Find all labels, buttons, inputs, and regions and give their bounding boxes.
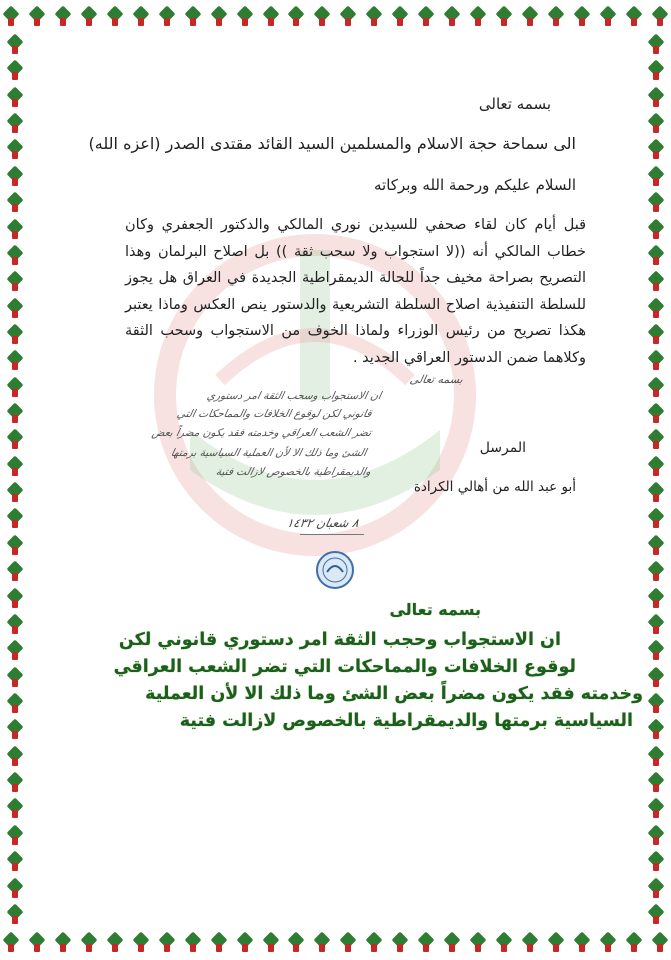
border-ornament-icon [0, 932, 22, 954]
handwritten-date: ٨ شعبان ١٤٣٢ [285, 516, 361, 530]
border-ornament-icon [545, 6, 567, 28]
border-ornament-icon [4, 719, 26, 741]
border-ornament-icon [649, 932, 671, 954]
border-ornament-icon [4, 377, 26, 399]
border-ornament-icon [493, 932, 515, 954]
border-ornament-icon [645, 377, 667, 399]
border-ornament-icon [156, 932, 178, 954]
border-ornament-icon [363, 932, 385, 954]
border-ornament-icon [645, 298, 667, 320]
border-ornament-icon [4, 825, 26, 847]
border-ornament-icon [285, 932, 307, 954]
border-ornament-icon [4, 508, 26, 530]
border-ornament-icon [645, 403, 667, 425]
border-ornament-icon [4, 298, 26, 320]
border-ornament-icon [645, 456, 667, 478]
border-ornament-icon [441, 6, 463, 28]
border-ornament-icon [467, 6, 489, 28]
border-ornament-icon [52, 6, 74, 28]
border-ornament-icon [645, 60, 667, 82]
reply-line: لوقوع الخلافات والمماحكات التي تضر الشعب العراقي [113, 657, 576, 677]
border-ornament-icon [645, 219, 667, 241]
border-ornament-icon [645, 904, 667, 926]
handwritten-line: الشئ وما ذلك الا لأن العملية السياسية برمتها [169, 447, 368, 459]
border-ornament-icon [645, 667, 667, 689]
letter-greeting: السلام عليكم ورحمة الله وبركاته [374, 176, 576, 194]
handwritten-line: بسمه تعالى [408, 373, 465, 386]
border-ornament-icon [4, 192, 26, 214]
border-ornament-icon [156, 6, 178, 28]
border-ornament-icon [623, 6, 645, 28]
border-ornament-icon [363, 6, 385, 28]
border-ornament-icon [645, 719, 667, 741]
border-ornament-icon [4, 139, 26, 161]
border-ornament-icon [645, 245, 667, 267]
border-ornament-icon [285, 6, 307, 28]
ornamental-border-right [641, 34, 671, 926]
border-ornament-icon [4, 429, 26, 451]
border-ornament-icon [4, 588, 26, 610]
sender-label: المرسل [479, 440, 526, 456]
border-ornament-icon [645, 746, 667, 768]
border-ornament-icon [4, 798, 26, 820]
border-ornament-icon [234, 6, 256, 28]
border-ornament-icon [645, 535, 667, 557]
border-ornament-icon [649, 6, 671, 28]
border-ornament-icon [130, 6, 152, 28]
border-ornament-icon [234, 932, 256, 954]
border-ornament-icon [4, 772, 26, 794]
border-ornament-icon [4, 614, 26, 636]
border-ornament-icon [208, 6, 230, 28]
border-ornament-icon [0, 6, 22, 28]
border-ornament-icon [4, 904, 26, 926]
handwritten-line: تضر الشعب العراقي وخدمته فقد يكون مضراً بعض [150, 427, 373, 439]
border-ornament-icon [4, 87, 26, 109]
reply-line: وخدمته فقد يكون مضراً بعض الشئ وما ذلك الا لأن العملية [145, 684, 643, 704]
letter-body: قبل أيام كان لقاء صحفي للسيدين نوري المالكي والدكتور الجعفري وكان خطاب المالكي أنه ((لا استجواب ولا سحب ثقة )) بل اصلاح البرلمان وهذا التصريح بصراحة مخيف جداً للحالة الديمقراطية الجديدة في العراق هل يجوز للسلطة التنفيذية اصلاح السلطة التشريعية والدستور ينص العكس وماذا يعتبر هكذا تصريح من رئيس الوزراء ولماذا الخوف من الاستجواب وسحب الثقة وكلاهما ضمن الدستور العراقي الجديد . [125, 217, 586, 366]
border-ornament-icon [208, 932, 230, 954]
handwritten-line: ان الاستجواب وسحب الثقة امر دستوري [205, 390, 383, 402]
border-ornament-icon [4, 350, 26, 372]
border-ornament-icon [311, 932, 333, 954]
border-ornament-icon [645, 139, 667, 161]
reply-basmala: بسمه تعالى [389, 600, 481, 619]
border-ornament-icon [571, 932, 593, 954]
border-ornament-icon [645, 772, 667, 794]
border-ornament-icon [4, 456, 26, 478]
border-ornament-icon [4, 113, 26, 135]
border-ornament-icon [4, 851, 26, 873]
border-ornament-icon [182, 932, 204, 954]
border-ornament-icon [78, 6, 100, 28]
border-ornament-icon [645, 271, 667, 293]
border-ornament-icon [645, 482, 667, 504]
border-ornament-icon [645, 324, 667, 346]
handwritten-line: قانوني لكن لوقوع الخلافات والمماحكات التي [175, 408, 373, 420]
border-ornament-icon [645, 166, 667, 188]
border-ornament-icon [52, 932, 74, 954]
border-ornament-icon [597, 6, 619, 28]
border-ornament-icon [4, 166, 26, 188]
border-ornament-icon [645, 350, 667, 372]
border-ornament-icon [4, 403, 26, 425]
sender-name: أبو عبد الله من أهالي الكرادة [413, 479, 576, 495]
border-ornament-icon [493, 6, 515, 28]
border-ornament-icon [260, 932, 282, 954]
date-underline [300, 534, 364, 535]
border-ornament-icon [4, 693, 26, 715]
border-ornament-icon [4, 245, 26, 267]
border-ornament-icon [4, 60, 26, 82]
border-ornament-icon [415, 6, 437, 28]
border-ornament-icon [104, 932, 126, 954]
reply-line: ان الاستجواب وحجب الثقة امر دستوري قانوني لكن [118, 630, 561, 650]
border-ornament-icon [104, 6, 126, 28]
border-ornament-icon [645, 429, 667, 451]
border-ornament-icon [645, 192, 667, 214]
border-ornament-icon [645, 588, 667, 610]
border-ornament-icon [645, 614, 667, 636]
border-ornament-icon [645, 851, 667, 873]
letter-basmala: بسمه تعالى [478, 95, 551, 113]
seal-stamp-icon [315, 550, 355, 590]
ornamental-border-left [0, 34, 30, 926]
border-ornament-icon [4, 324, 26, 346]
reply-line: السياسية برمتها والديمقراطية بالخصوص لازالت فتية [179, 711, 633, 731]
border-ornament-icon [4, 535, 26, 557]
border-ornament-icon [467, 932, 489, 954]
border-ornament-icon [415, 932, 437, 954]
border-ornament-icon [597, 932, 619, 954]
border-ornament-icon [571, 6, 593, 28]
border-ornament-icon [4, 34, 26, 56]
handwritten-line: والديمقراطية بالخصوص لازالت فتية [215, 466, 373, 478]
border-ornament-icon [645, 34, 667, 56]
border-ornament-icon [182, 6, 204, 28]
border-ornament-icon [645, 508, 667, 530]
border-ornament-icon [645, 878, 667, 900]
border-ornament-icon [389, 932, 411, 954]
border-ornament-icon [260, 6, 282, 28]
border-ornament-icon [311, 6, 333, 28]
border-ornament-icon [130, 932, 152, 954]
border-ornament-icon [645, 113, 667, 135]
border-ornament-icon [645, 87, 667, 109]
border-ornament-icon [337, 932, 359, 954]
border-ornament-icon [4, 878, 26, 900]
border-ornament-icon [645, 561, 667, 583]
border-ornament-icon [78, 932, 100, 954]
border-ornament-icon [645, 640, 667, 662]
border-ornament-icon [4, 482, 26, 504]
border-ornament-icon [4, 640, 26, 662]
border-ornament-icon [26, 932, 48, 954]
border-ornament-icon [441, 932, 463, 954]
border-ornament-icon [4, 746, 26, 768]
border-ornament-icon [389, 6, 411, 28]
border-ornament-icon [26, 6, 48, 28]
border-ornament-icon [645, 693, 667, 715]
border-ornament-icon [519, 932, 541, 954]
border-ornament-icon [545, 932, 567, 954]
ornamental-border-bottom [0, 926, 671, 960]
border-ornament-icon [4, 271, 26, 293]
border-ornament-icon [645, 825, 667, 847]
border-ornament-icon [519, 6, 541, 28]
letter-addressee: الى سماحة حجة الاسلام والمسلمين السيد القائد مقتدى الصدر (اعزه الله) [88, 134, 576, 153]
border-ornament-icon [4, 667, 26, 689]
ornamental-border-top [0, 0, 671, 34]
border-ornament-icon [645, 798, 667, 820]
border-ornament-icon [623, 932, 645, 954]
border-ornament-icon [4, 219, 26, 241]
border-ornament-icon [337, 6, 359, 28]
border-ornament-icon [4, 561, 26, 583]
